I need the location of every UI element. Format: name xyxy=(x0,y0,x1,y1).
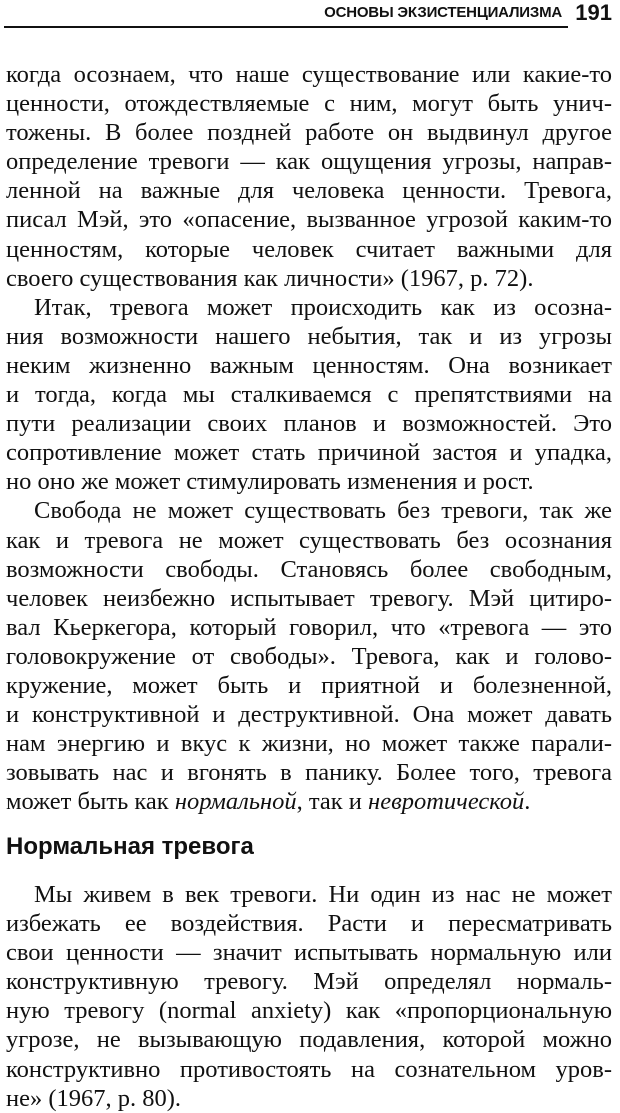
text-line: тожены. В более поздней работе он выдвинул другое xyxy=(6,119,612,147)
text-line: человек неизбежно испытывает тревогу. Мэй цитиро- xyxy=(6,584,612,612)
header-rule xyxy=(4,26,568,28)
text-line: возможности свободы. Становясь более свободным, xyxy=(6,555,612,583)
paragraph-2 xyxy=(6,293,612,497)
page-number: 191 xyxy=(575,0,612,25)
text-line: избежать ее воздействия. Расти и пересматривать xyxy=(6,910,612,938)
text-line: неким жизненно важным ценностям. Она возникает xyxy=(6,351,612,379)
text-line: но оно же может стимулировать изменения и рост. xyxy=(6,468,534,496)
section-body xyxy=(6,880,612,1113)
text-line: кружение, может быть и приятной и болезненной, xyxy=(6,671,612,699)
text-line: ную тревогу (normal anxiety) как «пропорциональную xyxy=(6,997,612,1025)
text-line: конструктивную тревогу. Мэй определял нормаль- xyxy=(6,968,612,996)
running-header xyxy=(0,0,620,36)
text-line: и тогда, когда мы сталкиваемся с препятствиями на xyxy=(6,381,612,409)
line-suffix: . xyxy=(524,788,531,816)
text-line: Свобода не может существовать без тревоги, так же xyxy=(34,497,612,525)
text-line: ния возможности нашего небытия, так и из угрозы xyxy=(6,322,612,350)
section-heading: Нормальная тревога xyxy=(6,833,254,860)
text-line: Итак, тревога может происходить как из осозна- xyxy=(34,293,612,321)
line-prefix: может быть как xyxy=(6,788,175,816)
text-line-with-emphasis xyxy=(6,787,612,816)
text-line: пути реализации своих планов и возможностей. Это xyxy=(6,410,612,438)
text-line: ценности, отождествляемые с ним, могут быть унич- xyxy=(6,90,612,118)
text-line: не» (1967, p. 80). xyxy=(6,1084,182,1112)
text-line: свои ценности — значит испытывать нормальную или xyxy=(6,939,612,967)
text-line: зовывать нас и вгонять в панику. Более того, тревога xyxy=(6,759,612,787)
text-line: сопротивление может стать причиной застоя и упадка, xyxy=(6,439,612,467)
italic-term-normal: нормальной xyxy=(174,788,297,816)
paragraph-1 xyxy=(6,60,612,293)
text-line: своего существования как личности» (1967, p. 72). xyxy=(6,264,534,292)
text-line: конструктивно противостоять на сознательном уров- xyxy=(6,1055,612,1083)
text-line: вал Кьеркегора, который говорил, что «тревога — это xyxy=(6,613,612,641)
text-line: как и тревога не может существовать без осознания xyxy=(6,526,612,554)
text-line: писал Мэй, это «опасение, вызванное угрозой каким-то xyxy=(6,206,612,234)
text-line: когда осознаем, что наше существование или какие-то xyxy=(6,61,612,88)
text-line: угрозе, не вызывающую подавления, которой можно xyxy=(6,1026,612,1054)
text-line: определение тревоги — как ощущения угрозы, направ- xyxy=(6,148,612,176)
body-text xyxy=(6,60,612,816)
text-line: нам энергию и вкус к жизни, но может также парали- xyxy=(6,730,612,758)
running-title: ОСНОВЫ ЭКЗИСТЕНЦИАЛИЗМА xyxy=(324,4,562,21)
italic-term-neurotic: невротической xyxy=(368,788,525,816)
text-line: Мы живем в век тревоги. Ни один из нас не может xyxy=(34,881,612,908)
text-line: ценностям, которые человек считает важными для xyxy=(6,235,612,263)
text-line: ленной на важные для человека ценности. Тревога, xyxy=(6,177,612,205)
text-line: и конструктивной и деструктивной. Она может давать xyxy=(6,701,612,729)
text-line: головокружение от свободы». Тревога, как и голово- xyxy=(6,642,612,670)
paragraph-3 xyxy=(6,496,612,816)
line-middle: , так и xyxy=(296,788,369,816)
